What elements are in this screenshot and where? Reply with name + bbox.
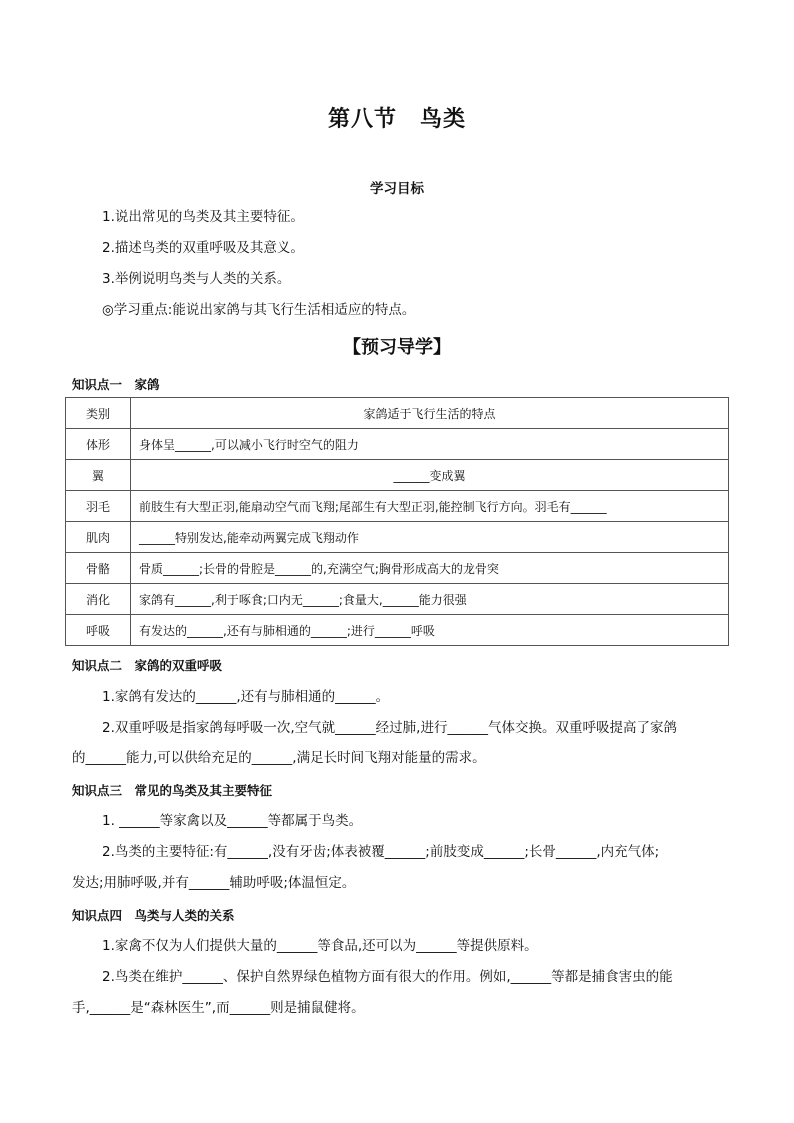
page-title: 第八节 鸟类 — [327, 107, 466, 132]
paragraph-line: 的______能力,可以供给充足的______,满足长时间飞翔对能量的需求。 — [72, 750, 486, 766]
table-cell-feature: 前肢生有大型正羽,能扇动空气而飞翔;尾部生有大型正羽,能控制飞行方向。羽毛有______ — [131, 491, 729, 522]
objective-item: 3.举例说明鸟类与人类的关系。 — [102, 271, 291, 287]
paragraph-line: 手,______是“森林医生”,而______则是捕鼠健将。 — [72, 1000, 365, 1016]
table-cell-category: 消化 — [66, 584, 131, 615]
table-cell-category: 羽毛 — [66, 491, 131, 522]
paragraph-line: 1. ______等家禽以及______等都属于鸟类。 — [102, 813, 363, 829]
paragraph-line: 2.鸟类在维护______、保护自然界绿色植物方面有很大的作用。例如,______等都是捕食害虫的能 — [102, 969, 673, 985]
table-row — [66, 460, 729, 491]
table-row — [66, 615, 729, 646]
table-header-cell: 家鸽适于飞行生活的特点 — [131, 398, 729, 429]
table-cell-category: 体形 — [66, 429, 131, 460]
table-cell-feature: 有发达的______,还有与肺相通的______;进行______呼吸 — [131, 615, 729, 646]
paragraph-line: 2.鸟类的主要特征:有______,没有牙齿;体表被覆______;前肢变成______;长骨______,内充气体; — [102, 844, 660, 860]
table-header-cell: 类别 — [66, 398, 131, 429]
objectives-heading: 学习目标 — [370, 181, 424, 197]
key-point-note: ◎学习重点:能说出家鸽与其飞行生活相适应的特点。 — [102, 302, 416, 318]
table-row — [66, 584, 729, 615]
table-row — [66, 553, 729, 584]
table-cell-feature: ______变成翼 — [131, 460, 729, 491]
pigeon-features-table — [65, 397, 729, 646]
table-row — [66, 429, 729, 460]
table-cell-category: 肌肉 — [66, 522, 131, 553]
knowledge-point-3-title: 知识点三 常见的鸟类及其主要特征 — [72, 783, 273, 798]
preview-heading: 【预习导学】 — [343, 337, 451, 358]
table-cell-feature: ______特别发达,能牵动两翼完成飞翔动作 — [131, 522, 729, 553]
table-cell-feature: 家鸽有______,利于啄食;口内无______;食量大,______能力很强 — [131, 584, 729, 615]
paragraph-line: 发达;用肺呼吸,并有______辅助呼吸;体温恒定。 — [72, 875, 356, 891]
paragraph-line: 1.家鸽有发达的______,还有与肺相通的______。 — [102, 689, 390, 705]
paragraph-line: 1.家禽不仅为人们提供大量的______等食品,还可以为______等提供原料。 — [102, 938, 538, 954]
knowledge-point-2-title: 知识点二 家鸽的双重呼吸 — [72, 658, 223, 673]
knowledge-point-4-title: 知识点四 鸟类与人类的关系 — [72, 908, 235, 923]
objective-item: 1.说出常见的鸟类及其主要特征。 — [102, 209, 304, 225]
table-row — [66, 522, 729, 553]
table-cell-category: 骨骼 — [66, 553, 131, 584]
objective-item: 2.描述鸟类的双重呼吸及其意义。 — [102, 240, 304, 256]
paragraph-line: 2.双重呼吸是指家鸽每呼吸一次,空气就______经过肺,进行______气体交换。双重呼吸提高了家鸽 — [102, 720, 677, 736]
table-row — [66, 491, 729, 522]
table-cell-feature: 身体呈______,可以减小飞行时空气的阻力 — [131, 429, 729, 460]
table-cell-category: 翼 — [66, 460, 131, 491]
table-header-row — [66, 398, 729, 429]
table-cell-category: 呼吸 — [66, 615, 131, 646]
knowledge-point-1-title: 知识点一 家鸽 — [72, 377, 160, 392]
table-cell-feature: 骨质______;长骨的骨腔是______的,充满空气;胸骨形成高大的龙骨突 — [131, 553, 729, 584]
